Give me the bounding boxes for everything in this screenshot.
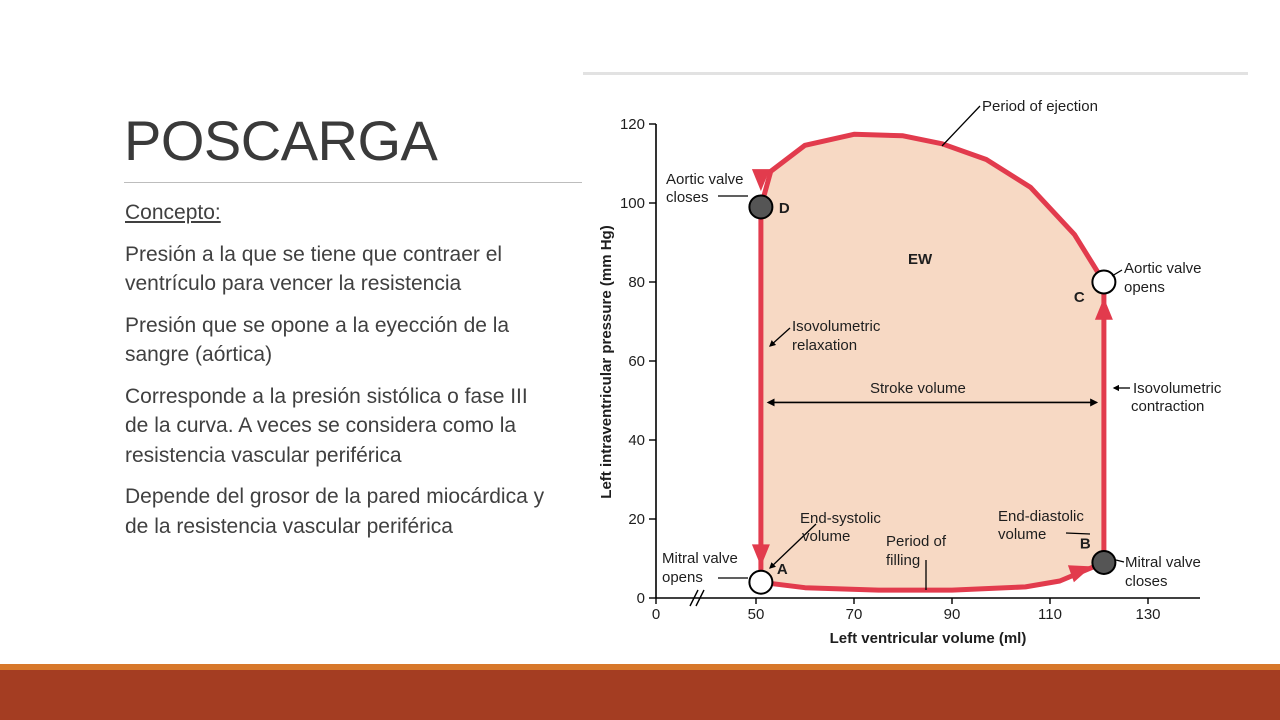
- isovolumetric-contraction-label-2: contraction: [1131, 398, 1205, 415]
- aortic-valve-opens-label-2: opens: [1124, 279, 1165, 296]
- x-tick-label-50: 50: [747, 606, 765, 623]
- end-diastolic-volume-label-2: volume: [998, 526, 1047, 543]
- x-tick-label-130: 130: [1135, 606, 1161, 623]
- ew-label: EW: [908, 251, 933, 268]
- stroke-volume-label: Stroke volume: [870, 380, 966, 397]
- period-of-filling-label-2: filling: [886, 552, 921, 569]
- mitral-valve-closes-label-2: closes: [1125, 573, 1168, 590]
- point-b-marker: [1092, 551, 1115, 574]
- concept-heading: Concepto:: [125, 201, 221, 224]
- point-c-marker: [1092, 271, 1115, 294]
- pressure-volume-loop-chart: [590, 90, 1250, 655]
- y-tick-label-60: 60: [628, 353, 645, 370]
- title-divider: [124, 182, 582, 183]
- isovolumetric-relaxation-label-1: Isovolumetric: [792, 318, 881, 335]
- isovolumetric-relaxation-label-2: relaxation: [792, 337, 858, 354]
- y-axis-label: Left intraventricular pressure (mm Hg): [598, 225, 615, 499]
- slide-body: [125, 198, 545, 553]
- mitral-valve-closes-leader: [1116, 560, 1124, 562]
- filling-arrowhead: [1068, 565, 1092, 582]
- mitral-valve-opens-label-2: opens: [662, 569, 703, 586]
- y-tick-label-100: 100: [619, 195, 645, 212]
- paragraph-1: Presión a la que se tiene que contraer el ventrículo para vencer la resistencia: [125, 242, 503, 295]
- x-axis-label: Left ventricular volume (ml): [829, 630, 1027, 647]
- aortic-valve-closes-label-1: Aortic valve: [666, 171, 744, 188]
- isovolumetric-contraction-label-1: Isovolumetric: [1133, 380, 1222, 397]
- paragraph-3: Corresponde a la presión sistólica o fase III de la curva. A veces se considera como la resistencia vascular periférica: [125, 384, 528, 467]
- mitral-valve-closes-label-1: Mitral valve: [1125, 554, 1201, 571]
- point-a-marker: [749, 571, 772, 594]
- end-systolic-volume-label-2: volume: [802, 528, 851, 545]
- x-tick-label-70: 70: [845, 606, 863, 623]
- x-tick-label-110: 110: [1038, 606, 1062, 623]
- period-of-ejection-leader: [942, 106, 980, 146]
- aortic-valve-closes-label-2: closes: [666, 189, 709, 206]
- period-of-ejection-label: Period of ejection: [982, 98, 1098, 115]
- slide-title: POSCARGA: [124, 109, 438, 172]
- point-a-letter: A: [776, 561, 788, 579]
- y-tick-label-80: 80: [628, 274, 645, 291]
- paragraph-4: Depende del grosor de la pared miocárdica y de la resistencia vascular periférica: [125, 485, 545, 538]
- y-tick-label-0: 0: [636, 590, 645, 607]
- end-diastolic-volume-label-1: End-diastolic: [998, 508, 1084, 525]
- mitral-valve-opens-label-1: Mitral valve: [662, 550, 738, 567]
- x-tick-label-0: 0: [651, 606, 661, 623]
- x-tick-label-90: 90: [943, 606, 961, 623]
- point-d-marker: [749, 195, 772, 218]
- point-b-letter: B: [1079, 535, 1091, 553]
- end-systolic-volume-label-1: End-systolic: [800, 510, 881, 527]
- aortic-valve-opens-label-1: Aortic valve: [1124, 260, 1202, 277]
- aortic-valve-opens-leader: [1112, 270, 1122, 276]
- paragraph-2: Presión que se opone a la eyección de la sangre (aórtica): [125, 313, 510, 366]
- y-tick-label-40: 40: [628, 432, 645, 449]
- top-divider: [583, 72, 1248, 75]
- point-c-letter: C: [1073, 289, 1085, 306]
- point-d-letter: D: [778, 199, 790, 217]
- y-tick-label-20: 20: [628, 511, 645, 528]
- period-of-filling-label-1: Period of: [886, 533, 947, 550]
- y-tick-label-120: 120: [619, 116, 645, 133]
- footer-bar: [0, 670, 1280, 720]
